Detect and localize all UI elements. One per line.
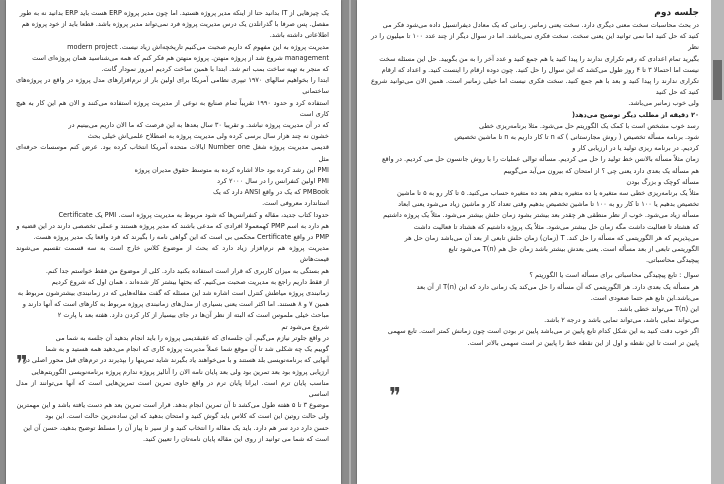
text-line: این (n)T می‌تواند خطی باشد. — [617, 305, 699, 314]
text-line: ولی حالت روتین این است که کلاس باید گوش کنید و امتحان بدهید که این ساده‌ترین حالت است. این بود — [45, 412, 329, 421]
text-line: شود. برنامه مسأله تخصیص ( روش مجارستانی ) که n تا کار داریم به n تا ماشین تخصیص — [454, 133, 699, 142]
text-line: هم دارد به اسم PMP کهمعمولا افرادی که مدعی باشند که مدیر پروژه هستند و عملی تخصصی دارند در این قضیه و — [16, 221, 329, 230]
quote-mark-icon: ❞ — [389, 384, 401, 409]
session-heading: جلسه دوم — [654, 8, 699, 18]
text-line: در واقع جلوتر نیازم می‌گیم. آن جلسه‌ای که عقبقدیمی پروژه را باید انجام بدهید آن جلسه به شما می — [55, 333, 329, 342]
text-line: شروع می‌شود تم — [281, 322, 329, 331]
text-line: کردیم. در برنامه ریزی تولید یا در ارزیابی کار و — [572, 144, 699, 153]
right-page-text — [371, 6, 699, 349]
paragraph-intro — [371, 20, 699, 110]
text-line: هر مسأله یک بعدی دارد. هر الگوریتمی که آن مسأله را حل می‌کند یک زمانی دارد که این (n)T از آن بعد — [416, 282, 699, 291]
paragraph-complexity — [371, 121, 699, 267]
text-line: PMI اولین کنفرانس را در سال ۲۰۰۰ کرد — [217, 177, 329, 186]
text-line: هم بستگی به میزان کاربری که قرار است استفاده بکنید دارد. کلی از موضوع من فقط خواستم جدا کنم. — [45, 266, 329, 275]
question-line: سوال : تابع پیچیدگی محاسباتی برای مسأله است یا الگوریتم ؟ — [529, 271, 699, 280]
text-line: مفصل. پس صرفا با گذرانلدن یک درس مدیریت پروژه فرد نمی‌تواند مدیر پروژه باشد. قطعا باید از خود پروژه هم — [21, 20, 329, 29]
text-line: می‌تواند نمایی باشد، می‌تواند نمایی باشد و درجه ۲ باشد. — [544, 316, 699, 325]
text-line: حسن دارد درد سر هم دارد. باید یک مقاله را انتخاب کنید و از سیر تا پیاز آن را مسلط توضیح بدهید، حسن آن این — [23, 423, 329, 432]
text-line: یک چیزهایی از IT بدانید حتا از اینکه مدیر پروژه هستید. اما چون مدیر پروژه ERP هست باید ERP بدانید نه به طور — [19, 9, 329, 17]
text-line: استاندارد معروفی است. — [262, 199, 329, 208]
text-line: رسد خوب مشخص است با کمک یک الگوریتم حل می‌شود. مثلا برنامه‌ریزی خطی — [478, 121, 699, 130]
paragraph-answer — [371, 282, 699, 349]
text-line: الگوریتمی تابعی از بعد مسأله است. یعنی بعدش بیشتر باشد زمان حل هم (n)T می‌شود تابع — [448, 245, 699, 254]
text-line: مدیریت پروژه به این مفهوم که داریم صحبت می‌کنیم تاریخچه‌اش زیاد نیست. modern project — [67, 42, 329, 51]
text-line: هم مسأله یک بعدی دارد یعنی چی ؟ از امتحان که بیرون می‌آید می‌گوییم — [503, 166, 699, 175]
text-line: همین ۷ و ۸ هستند. اما اکثر است یعنی بسیاری از مدل‌های زمانبندی پروژه مربوط به کارهای است که آنها دارند و — [22, 300, 329, 309]
text-line: می‌باشد.این تابع هم حتما صعودی است. — [590, 293, 699, 302]
vertical-scrollbar[interactable] — [711, 0, 724, 484]
text-line: مدیریت پروژه هم نرم‌افزار زیاد دارد که بحث از موضوع کلاس خارج است به سه قسمت تقسیم می‌شوند قیمت‌هاش — [16, 244, 329, 264]
text-line: از فقط داریم راجع به مدیریت صحبت می‌کنیم. که بحثها بیشتر کار شده‌اند ، همان اول که شروع کردیم — [51, 277, 329, 286]
left-page-text — [16, 8, 329, 445]
text-line: نیست اما احتمالا ۳ تا ۴ روز طول می‌کشد که این سوال را حل کنید. چون دوده ارقام را اینست کنید. و اعداد که ارقام — [381, 65, 699, 74]
text-line: آنهایی که برنامه‌نویسی بلد هستند و با می‌خواهند یاد بگیرند شاید تمرینها را بپذیرند در ترم‌های قبل محور اصلی در — [23, 356, 329, 365]
text-line: می‌پذیریم که هر الگوریتمی که مسأله را حل کند. T (زمان) زمان حلش تابعی از بعد آن می‌باشد زمان حل هر — [404, 233, 699, 242]
scrollbar-thumb[interactable] — [713, 60, 722, 100]
text-line: مسأله زیاد می‌شود. خوب از نظر منطقی هر چقدر بعد بیشتر بشود زمان حلش بیشتر می‌شود. مثلاً یک پروژه داشتیم — [383, 211, 699, 220]
text-line: گوییم یک چه شکلی شد تا آن موقع شما عملاً مدیریت پروژه کاری که انجام می‌دهید همه هستید و به شما — [45, 345, 329, 354]
text-line: که در آن مدیریت پروژه نباشد. و تقریبا ۳۰ سال بعدها به این فرصت که ما الان داریم می‌بینیم در — [68, 121, 329, 130]
text-line: در بحث محاسبات سخت معنی دیگری دارد. سخت یعنی زمانبر. زمانی که یک معادل دیفرانسیل داده می‌شود فکر می — [382, 21, 699, 29]
text-line: که منجر به تهیه ساخت بمب اتم شد. ابتدا با همین ساخت کردیم امروز نمودار گانت. — [101, 65, 329, 74]
text-line: زمانبندی پروژه میاطش کنترل است اشاره شد این مسئله که گفت مقاله‌هایی که در زمانبندی بیشترشون مربوط به — [17, 289, 329, 298]
text-line: ابتدا را بخواهیم سالهای ۱۹۷۰ تیپری نظامی آمریکا برای اولین بار از نرم‌افزارهای مدل پروژه در واقع در پروژه‌های ساختمانی — [16, 76, 329, 96]
text-line: اطلاعاتی داشته باشد. — [269, 31, 329, 40]
text-line: PMI این رشد کرده بود حالا اشاره کرده به متوسط حقوق مدیران پروژه — [134, 165, 329, 174]
text-line: اگر خوب دقت کنید به این شکل کدام تابع پایین تر می‌باشد پایین تر بودن است چون زمانش کمتر است. تابع سهمی — [387, 327, 699, 336]
document-page-right — [357, 0, 711, 484]
text-line: PMBook که یک در واقع ANSI دارد که یک — [213, 188, 329, 197]
text-line: موضوع ۳ تا ۵ هفته طول می‌کشد تا آن تمرین انجام بدهد. قرار است تمرین بعد هم دست یافته باشد و این مهمترین — [16, 401, 329, 410]
text-line: ولی خوب زمانبر می‌باشد. — [628, 99, 699, 108]
text-line: کنید که حل کنید اما نمی توانید این یعنی سخت. سخت فکری نمی‌باشد. اما در سوال دیگر از چند عدد ۱۰۰ تا میلیون را در نظر — [371, 32, 699, 52]
text-line: مباحث خیلی ملموس است که البته از نظر آن‌ها در جای بیسیار از کار کردن دارد. هفته بعد با پارت ۲ — [57, 311, 329, 320]
note-subheading: ۲۰ دقیقه از مطلب دیگر توضیح می‌دهد( — [572, 110, 699, 119]
text-line: قدیمی مدیریت پروژه شغل Number one ایالات متحده آمریکا انتخاب کرده بود. عرض کنم موسسات حرفه‌ای مثل — [16, 143, 330, 163]
text-line: مسأله کوچک و بزرگ بودن — [626, 177, 699, 186]
text-line: مناسب پایان ترم است. ایرانا پایان ترم در واقع حاوی تمرین است تمرین‌هایی است که آنها می‌توانند از مدل اساسی — [16, 378, 329, 398]
quote-mark-icon: ❞ — [16, 352, 28, 377]
text-line: که هشتاد تا فعالیت داشت مگه زمان حل بیشتر می‌شود. مثلاً یک پروژه داشتیم که هشتاد تا فعالیت داشت — [413, 222, 699, 231]
text-line: ارزیابی پروژه بود بعد تمرین بود ولی بعد پایان نامه الان را آنالیز پروژه ندارم پروژه برنامه‌نویسی الگوریتم‌هایی — [31, 367, 329, 376]
text-line: خشون نه چند هزار سال برسی کرده ولی مدیریت پروژه به اصطلاح علمی‌اش خیلی بحث — [87, 132, 329, 141]
document-page-left — [6, 0, 341, 484]
text-line: مثلاً یک برنامه‌ریزی خطی سه متغیره یا ده متغیره بدهم بعد ده متغیره حساب می‌کنید. ۵ تا کار رو به ۵ تا ماشین — [397, 189, 699, 198]
text-line: استفاده کرد و حدود ۱۹۹۰ تقریباً تمام صنایع به نوعی از مدیریت پروژه استفاده می‌کنند و الان هم این کار به هیچ کاری است — [16, 98, 329, 118]
text-line: پایین تر است تا این نقطه و اول از این نقطه خط را پایین تر است سهمی بالاتر است. — [467, 338, 699, 347]
text-line: PMP در واقع Certificate محکمی بی است که این گواهی نامه را بگیرند که فرد واقعا یک مدیر پروژه هست. — [33, 233, 329, 242]
page-gap — [349, 0, 351, 484]
text-line: بگیرید تمام اعدادی که رقم تکراری ندارند را پیدا کنید یا هم جمع کنید و عدد آخر را به من بگویید. حل این مسئله سخت — [379, 54, 699, 63]
text-line: حدودا کتاب جدید، مقاله و کنفرانس‌ها که شود مربوط به مدیریت پروژه است. PMI یک Certificate — [58, 210, 329, 219]
text-line: پیچیدگی محاسباتی. — [645, 256, 699, 265]
text-line: است که شما می توانید از روی این مقاله پایان نامه‌تان را تعیین کنید. — [143, 434, 329, 443]
text-line: زمان مثلاً مسأله بالانس خط تولید را حل می کردیم. مسأله توالی عملیات را با روش جانسون حل می کردیم. در واقع — [382, 155, 699, 164]
text-line: تخصیص بدهیم یا ۱۰۰ تا کار رو به ۱۰۰ تا ماشین تخصیص بدهیم وقتی تعداد کار و ماشین زیاد می‌شود یعنی ابعاد — [398, 200, 699, 209]
text-line: تکراری ندارند را پیدا کنید و بعد با هم جمع کنید. سخت فکری نیست اما خیلی زمانبر است. همین الان می‌توانید شروع کنید که حل کنید — [371, 77, 699, 97]
text-line: management شروع شد از پروژه منهتن. پروژه منهتن هم فکر کنم که همه می‌شناسید همان پروژه‌ای است — [32, 53, 329, 62]
